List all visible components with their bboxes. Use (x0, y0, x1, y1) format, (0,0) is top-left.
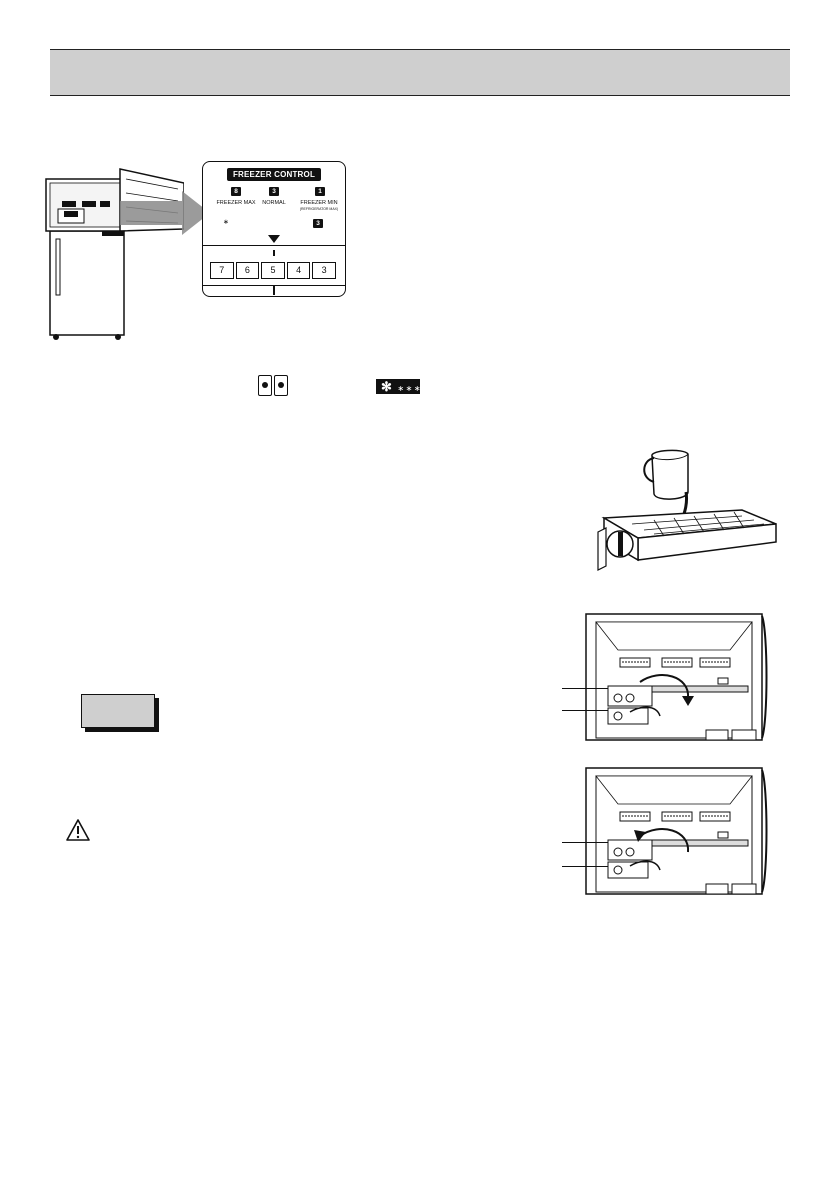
caution-icon (65, 818, 91, 842)
freezer-interior-figure-bottom (580, 766, 770, 896)
callout-line (562, 710, 608, 711)
note-label (81, 694, 155, 728)
freezer-interior-figure-top (580, 612, 770, 742)
dial-cell[interactable]: 7 (210, 262, 234, 279)
dot-buttons-icon (258, 375, 288, 396)
dial-cell[interactable]: 3 (312, 262, 336, 279)
snow-stars: ∗∗∗ (397, 384, 423, 393)
dial-pointer-icon (268, 235, 280, 243)
pointer-arrow-icon (120, 191, 210, 235)
callout-line (562, 688, 608, 689)
setting-number-min: 1 (315, 187, 325, 196)
panel-divider-top (203, 245, 345, 246)
indicator-value: 3 (313, 219, 323, 228)
snowflake-badge (376, 379, 423, 394)
label-freezer-max: FREEZER MAX (216, 200, 256, 206)
dot-button-icon (274, 375, 288, 396)
callout-line (562, 866, 608, 867)
dial-cell[interactable]: 4 (287, 262, 311, 279)
dot-button-icon (258, 375, 272, 396)
panel-title: FREEZER CONTROL (227, 168, 321, 181)
dial-cell[interactable]: 6 (236, 262, 260, 279)
section-header-bar (50, 49, 790, 96)
dial-tick-bottom (273, 286, 275, 295)
temperature-dial[interactable] (210, 262, 336, 279)
setting-number-max: 8 (231, 187, 241, 196)
dial-tick (273, 250, 275, 256)
pitcher-icon (592, 448, 782, 586)
snowflake-icon: ✻ (381, 379, 394, 394)
dial-cell[interactable]: 5 (261, 262, 285, 279)
label-freezer-min-text: FREEZER MIN (300, 200, 338, 206)
label-refrigerator-max: (REFRIGERATOR MAX) (299, 207, 339, 211)
star-indicator: ∗ (223, 219, 229, 226)
label-normal: NORMAL (262, 200, 286, 206)
freezer-control-panel (202, 161, 346, 297)
setting-number-normal: 3 (269, 187, 279, 196)
label-freezer-min (291, 200, 347, 212)
callout-line (562, 842, 608, 843)
